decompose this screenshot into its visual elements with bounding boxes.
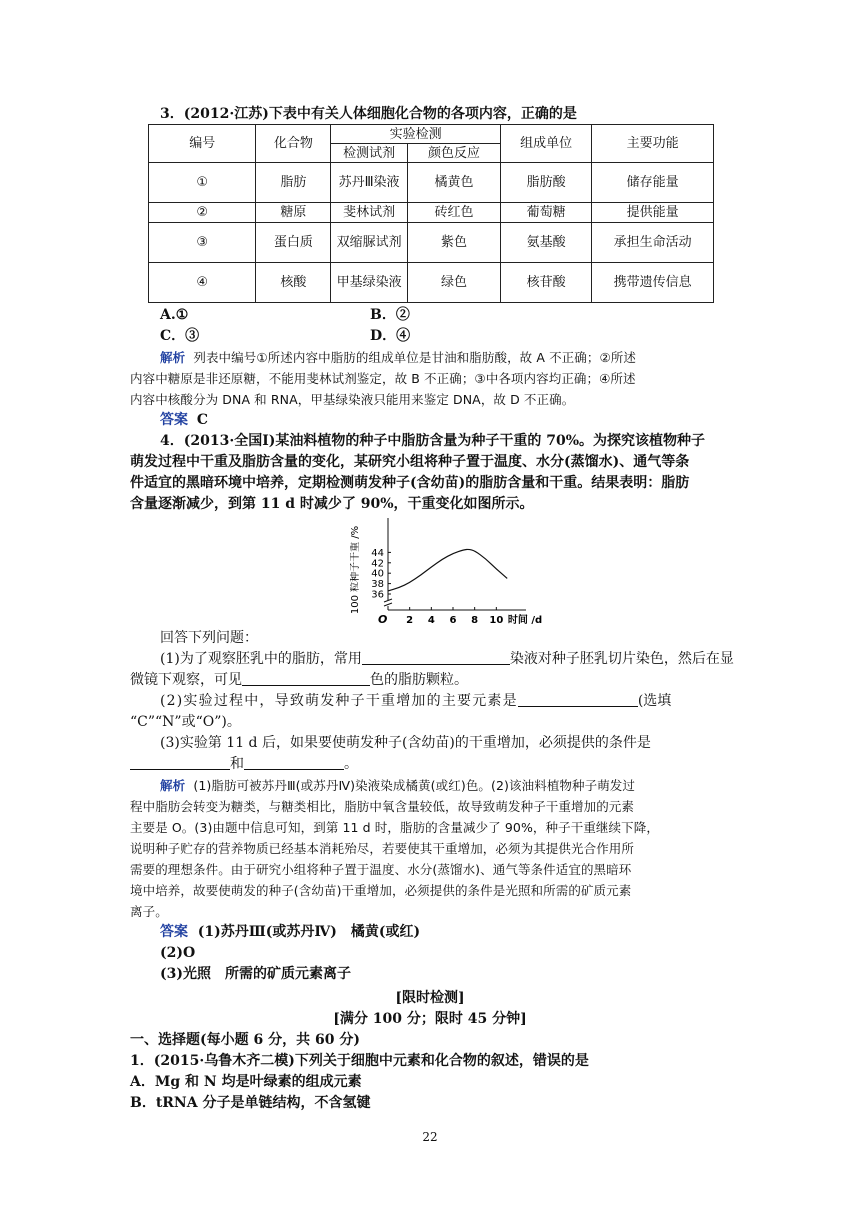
cell-func: 承担生命活动 [592, 223, 714, 263]
text: (1)为了观察胚乳中的脂肪，常用 [160, 651, 362, 667]
cell-func: 携带遗传信息 [592, 263, 714, 303]
th-unit: 组成单位 [501, 125, 592, 163]
q4-part1-cont [130, 670, 740, 691]
section-title: [限时检测] [395, 990, 465, 1006]
answer-label: 答案 [160, 924, 188, 940]
q4-part2-cont: “C”“N”或“O”)。 [130, 714, 241, 730]
cell-unit: 氨基酸 [501, 223, 592, 263]
answer-blank [362, 650, 510, 665]
cell-color: 橘黄色 [407, 163, 500, 203]
series-line [388, 549, 507, 590]
chart-axes [384, 518, 526, 610]
jiexi-label: 解析 [160, 350, 186, 365]
q4-jiexi-line [160, 775, 740, 796]
answer-blank [244, 755, 344, 770]
origin-label: O [378, 613, 388, 626]
y-tick-label: 38 [371, 579, 384, 591]
x-tick-label: 6 [449, 615, 457, 626]
answer-value: (1)苏丹Ⅲ(或苏丹Ⅳ) 橘黄(或红) [197, 924, 421, 940]
q3-option-d: D．④ [370, 328, 411, 344]
answer-blank [130, 755, 230, 770]
q4-jiexi-line: 境中培养，故要使萌发的种子(含幼苗)干重增加，必须提供的条件是光照和所需的矿质元素 [130, 883, 632, 898]
table-row [149, 203, 714, 223]
q4-jiexi-line: 程中脂肪会转变为糖类，与糖类相比，脂肪中氧含量较低，故导致萌发种子干重增加的元素 [130, 799, 635, 814]
x-tick-label: 10 [489, 615, 504, 626]
text: 色的脂肪颗粒。 [370, 672, 468, 688]
q4-part1 [160, 649, 740, 670]
cell-compound: 核酸 [256, 263, 331, 303]
cell-color: 绿色 [407, 263, 500, 303]
page-number: 22 [422, 1130, 438, 1144]
q4-jiexi-line: 离子。 [130, 904, 168, 919]
y-tick-label: 36 [371, 589, 384, 601]
q4-part2 [160, 691, 740, 712]
table-row [149, 163, 714, 203]
cell-no: ④ [149, 263, 256, 303]
q4-jiexi-line: 说明种子贮存的营养物质已经基本消耗殆尽，若要使其干重增加，必须为其提供光合作用所 [130, 841, 635, 856]
x-tick-label: 8 [471, 615, 479, 626]
chart-ticks [371, 548, 503, 626]
text: 染液对种子胚乳切片染色，然后在显 [509, 651, 734, 667]
limit-q1-option-a: A．Mg 和 N 均是叶绿素的组成元素 [130, 1074, 362, 1090]
q3-jiexi-line: 内容中糖原是非还原糖，不能用斐林试剂鉴定，故 B 不正确；③中各项内容均正确；④所述 [130, 371, 636, 386]
section-subtitle: [满分 100 分；限时 45 分钟] [333, 1011, 527, 1027]
jiexi-text: 列表中编号①所述内容中脂肪的组成单位是甘油和脂肪酸，故 A 不正确；②所述 [193, 350, 636, 365]
th-detect: 实验检测 [331, 125, 501, 144]
dry-weight-chart [350, 510, 550, 628]
cell-reagent: 苏丹Ⅲ染液 [331, 163, 408, 203]
cell-unit: 脂肪酸 [501, 163, 592, 203]
answer-label: 答案 [160, 412, 188, 428]
y-tick-label: 44 [371, 547, 384, 559]
th-color: 颜色反应 [407, 144, 500, 163]
cell-compound: 糖原 [256, 203, 331, 223]
cell-func: 储存能量 [592, 163, 714, 203]
limit-q1-option-b: B．tRNA 分子是单链结构，不含氢键 [130, 1095, 371, 1111]
answer-blank [242, 671, 370, 686]
y-tick-label: 42 [371, 558, 384, 570]
cell-compound: 脂肪 [256, 163, 331, 203]
text: 。 [344, 756, 358, 772]
q3-table [148, 124, 714, 303]
q4-jiexi-line: 需要的理想条件。由于研究小组将种子置于温度、水分(蒸馏水)、通气等条件适宜的黑暗环 [130, 862, 632, 877]
q3-option-c: C．③ [160, 328, 200, 344]
q4-answer [160, 922, 740, 943]
x-tick-label: 4 [427, 615, 435, 626]
answer-blank [518, 692, 638, 707]
x-tick-label: 2 [406, 615, 414, 626]
text: (选填 [637, 693, 672, 709]
th-func: 主要功能 [592, 125, 714, 163]
answer-value: C [196, 412, 209, 428]
text: 微镜下观察，可见 [130, 672, 242, 688]
jiexi-text: (1)脂肪可被苏丹Ⅲ(或苏丹Ⅳ)染液染成橘黄(或红)色。(2)该油料植物种子萌发过 [193, 778, 636, 793]
section-heading: 一、选择题(每小题 6 分，共 60 分) [130, 1032, 360, 1048]
cell-no: ① [149, 163, 256, 203]
table-row [149, 263, 714, 303]
y-axis-label: 100 粒种子干重 /% [350, 525, 361, 615]
q4-part3-cont [130, 754, 740, 775]
q4-jiexi-line: 主要是 O。(3)由题中信息可知，到第 11 d 时，脂肪的含量减少了 90%，种子干重继续下降， [130, 820, 659, 835]
q3-option-a: A.① [160, 307, 189, 323]
q4-part3: (3)实验第 11 d 后，如果要使萌发种子(含幼苗)的干重增加，必须提供的条件是 [160, 735, 651, 751]
cell-no: ② [149, 203, 256, 223]
q3-jiexi-line [160, 347, 740, 368]
cell-color: 砖红色 [407, 203, 500, 223]
q3-jiexi-line: 内容中核酸分为 DNA 和 RNA，甲基绿染液只能用来鉴定 DNA，故 D 不正确。 [130, 392, 575, 407]
q3-option-b: B．② [370, 307, 410, 323]
q3-stem: 3．(2012·江苏)下表中有关人体细胞化合物的各项内容，正确的是 [160, 106, 577, 122]
q4-stem: 件适宜的黑暗环境中培养，定期检测萌发种子(含幼苗)的脂肪含量和干重。结果表明：脂肪 [130, 475, 690, 491]
text: 和 [230, 756, 244, 772]
q4-stem: 含量逐渐减少，到第 11 d 时减少了 90%，干重变化如图所示。 [130, 496, 534, 512]
th-reagent: 检测试剂 [331, 144, 408, 163]
q3-answer [160, 410, 740, 431]
axis-break-mark [384, 603, 392, 606]
cell-compound: 蛋白质 [256, 223, 331, 263]
cell-reagent: 甲基绿染液 [331, 263, 408, 303]
cell-no: ③ [149, 223, 256, 263]
cell-reagent: 斐林试剂 [331, 203, 408, 223]
q4-answer-prompt: 回答下列问题： [160, 630, 258, 646]
x-axis-label: 时间 /d [507, 615, 543, 626]
th-compound: 化合物 [256, 125, 331, 163]
th-no: 编号 [149, 125, 256, 163]
cell-reagent: 双缩脲试剂 [331, 223, 408, 263]
cell-unit: 葡萄糖 [501, 203, 592, 223]
q4-answer: (3)光照 所需的矿质元素离子 [160, 966, 351, 982]
jiexi-label: 解析 [160, 778, 186, 793]
limit-q1-stem: 1．(2015·乌鲁木齐二模)下列关于细胞中元素和化合物的叙述，错误的是 [130, 1053, 589, 1069]
text: (2)实验过程中，导致萌发种子干重增加的主要元素是 [160, 693, 518, 709]
cell-color: 紫色 [407, 223, 500, 263]
q4-stem: 萌发过程中干重及脂肪含量的变化，某研究小组将种子置于温度、水分(蒸馏水)、通气等条 [130, 454, 690, 470]
table-row [149, 223, 714, 263]
cell-func: 提供能量 [592, 203, 714, 223]
q4-stem: 4．(2013·全国Ⅰ)某油料植物的种子中脂肪含量为种子干重的 70%。为探究该植物种子 [160, 433, 706, 449]
y-tick-label: 40 [371, 568, 384, 580]
cell-unit: 核苷酸 [501, 263, 592, 303]
q4-answer: (2)O [160, 945, 196, 961]
